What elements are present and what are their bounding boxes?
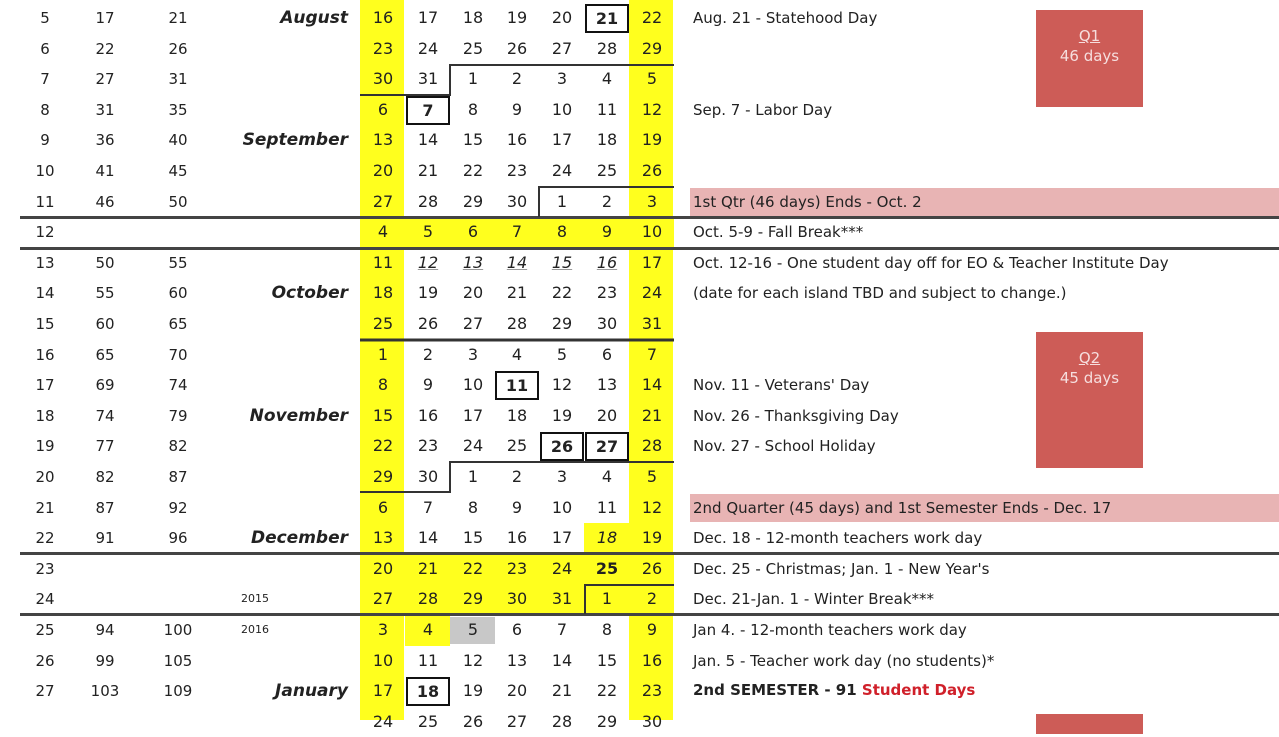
day-cell: 7 xyxy=(556,620,568,639)
day-cell: 12 xyxy=(551,375,573,395)
day-cell: 1 xyxy=(601,589,613,609)
cumulative-days-b: 31 xyxy=(168,70,188,89)
day-cell: 13 xyxy=(372,130,394,150)
day-cell: 13 xyxy=(506,650,528,670)
cumulative-days-a: 87 xyxy=(95,498,115,517)
cumulative-days-a: 91 xyxy=(95,529,115,548)
day-cell: 25 xyxy=(372,314,394,333)
day-cell: 21 xyxy=(417,161,439,180)
holiday-day-cell: 11 xyxy=(495,371,539,400)
day-cell: 10 xyxy=(372,650,394,670)
cumulative-days-a: 69 xyxy=(95,376,115,395)
day-cell: 19 xyxy=(551,405,573,425)
day-cell: 8 xyxy=(467,497,479,517)
day-cell: 27 xyxy=(506,711,528,731)
calendar-note: 1st Qtr (46 days) Ends - Oct. 2 xyxy=(693,192,922,211)
day-cell: 14 xyxy=(641,375,663,395)
cumulative-days-b: 96 xyxy=(168,529,188,548)
cumulative-days-b: 82 xyxy=(168,437,188,456)
day-cell: 3 xyxy=(556,69,568,89)
day-cell: 5 xyxy=(467,620,479,639)
day-cell: 4 xyxy=(601,467,613,486)
cumulative-days-a: 65 xyxy=(95,345,115,364)
cumulative-days-a: 82 xyxy=(95,468,115,486)
holiday-day-cell: 27 xyxy=(585,432,629,461)
day-cell: 16 xyxy=(417,405,439,425)
day-cell: 23 xyxy=(372,38,394,58)
day-cell: 22 xyxy=(462,161,484,180)
day-cell: 28 xyxy=(506,314,528,333)
cumulative-days-a: 94 xyxy=(95,621,115,639)
day-cell: 5 xyxy=(556,344,568,364)
day-cell: 20 xyxy=(506,681,528,701)
calendar-note: (date for each island TBD and subject to change.) xyxy=(693,284,1067,303)
day-cell: 7 xyxy=(646,344,658,364)
semester-title: 2nd SEMESTER - 91 xyxy=(693,681,862,699)
day-cell: 31 xyxy=(641,314,663,333)
day-cell: 14 xyxy=(551,650,573,670)
day-cell: 3 xyxy=(377,620,389,639)
day-cell: 18 xyxy=(462,8,484,27)
holiday-day-cell: 7 xyxy=(406,96,450,125)
day-cell: 16 xyxy=(641,650,663,670)
day-cell: 18 xyxy=(372,283,394,303)
day-cell: 24 xyxy=(551,161,573,180)
day-cell: 15 xyxy=(372,405,394,425)
day-cell: 17 xyxy=(551,528,573,548)
calendar-note: Oct. 5-9 - Fall Break*** xyxy=(693,223,864,242)
day-cell: 2 xyxy=(511,69,523,89)
week-number: 17 xyxy=(35,376,55,395)
day-cell: 18 xyxy=(596,528,618,548)
day-cell: 24 xyxy=(641,283,663,303)
day-cell: 29 xyxy=(596,711,618,731)
day-cell: 29 xyxy=(462,191,484,211)
cumulative-days-a: 99 xyxy=(95,651,115,670)
cumulative-days-b: 65 xyxy=(168,315,188,333)
day-cell: 17 xyxy=(417,8,439,27)
week-number: 22 xyxy=(35,529,55,548)
week-number: 18 xyxy=(35,406,55,425)
day-cell: 8 xyxy=(556,222,568,242)
day-cell: 6 xyxy=(377,99,389,119)
day-cell: 17 xyxy=(641,252,663,272)
day-cell: 30 xyxy=(641,711,663,731)
week-number: 13 xyxy=(35,253,55,272)
day-cell: 6 xyxy=(377,497,389,517)
month-label: October xyxy=(271,283,348,304)
day-cell: 24 xyxy=(551,558,573,578)
student-days-label: Student Days xyxy=(861,681,976,699)
day-cell: 25 xyxy=(506,436,528,456)
day-cell: 14 xyxy=(417,130,439,150)
day-cell: 2 xyxy=(601,191,613,211)
day-cell: 16 xyxy=(372,8,394,27)
day-cell: 19 xyxy=(462,681,484,701)
cumulative-days-a: 55 xyxy=(95,284,115,303)
day-cell: 6 xyxy=(601,344,613,364)
day-cell: 17 xyxy=(462,405,484,425)
day-cell: 28 xyxy=(417,191,439,211)
day-cell: 1 xyxy=(467,467,479,486)
day-cell: 15 xyxy=(462,130,484,150)
day-cell: 11 xyxy=(596,497,618,517)
day-cell: 1 xyxy=(467,69,479,89)
day-cell: 21 xyxy=(551,681,573,701)
cumulative-days-b: 74 xyxy=(168,376,188,395)
day-cell: 13 xyxy=(372,528,394,548)
cumulative-days-b: 109 xyxy=(163,682,193,701)
day-cell: 11 xyxy=(417,650,439,670)
cumulative-days-b: 35 xyxy=(168,100,188,119)
cumulative-days-a: 103 xyxy=(90,682,120,701)
day-cell: 28 xyxy=(641,436,663,456)
holiday-day-cell: 21 xyxy=(585,4,629,33)
quarter-label: Q1 xyxy=(1078,27,1101,45)
week-number: 12 xyxy=(35,223,55,242)
cumulative-days-b: 92 xyxy=(168,498,188,517)
year-label: 2015 xyxy=(241,592,269,606)
day-cell: 10 xyxy=(551,99,573,119)
year-label: 2016 xyxy=(241,623,269,636)
week-number: 5 xyxy=(40,9,50,27)
day-cell: 24 xyxy=(462,436,484,456)
quarter-days: 46 days xyxy=(1059,47,1120,65)
calendar-note: Dec. 18 - 12-month teachers work day xyxy=(693,529,983,548)
day-cell: 29 xyxy=(551,314,573,333)
day-cell: 1 xyxy=(556,191,568,211)
week-number: 20 xyxy=(35,468,55,486)
cumulative-days-b: 60 xyxy=(168,284,188,303)
day-cell: 19 xyxy=(506,8,528,27)
day-cell: 10 xyxy=(462,375,484,395)
day-cell: 5 xyxy=(646,69,658,89)
calendar-note: 2nd Quarter (45 days) and 1st Semester Ends - Dec. 17 xyxy=(693,498,1112,517)
day-cell: 28 xyxy=(551,711,573,731)
day-cell: 29 xyxy=(462,589,484,609)
day-cell: 18 xyxy=(596,130,618,150)
day-cell: 8 xyxy=(377,375,389,395)
month-label: January xyxy=(275,681,348,702)
cumulative-days-b: 79 xyxy=(168,406,188,425)
day-cell: 5 xyxy=(646,467,658,486)
cumulative-days-b: 50 xyxy=(168,192,188,211)
day-cell: 3 xyxy=(556,467,568,486)
day-cell: 16 xyxy=(506,528,528,548)
day-cell: 2 xyxy=(422,344,434,364)
day-cell: 30 xyxy=(596,314,618,333)
day-cell: 3 xyxy=(646,191,658,211)
week-number: 23 xyxy=(35,559,55,578)
calendar-note: Nov. 27 - School Holiday xyxy=(693,437,876,456)
day-cell: 24 xyxy=(372,711,394,731)
day-cell: 27 xyxy=(462,314,484,333)
day-cell: 26 xyxy=(417,314,439,333)
day-cell: 12 xyxy=(462,650,484,670)
week-number: 8 xyxy=(40,100,50,119)
day-cell: 29 xyxy=(372,467,394,486)
day-cell: 12 xyxy=(641,497,663,517)
week-number: 6 xyxy=(40,39,50,58)
day-cell: 9 xyxy=(511,497,523,517)
day-cell: 16 xyxy=(596,252,618,272)
day-cell: 15 xyxy=(462,528,484,548)
day-cell: 13 xyxy=(596,375,618,395)
cumulative-days-a: 27 xyxy=(95,70,115,89)
day-cell: 13 xyxy=(462,252,484,272)
day-cell: 19 xyxy=(641,130,663,150)
calendar-note: Dec. 25 - Christmas; Jan. 1 - New Year's xyxy=(693,559,990,578)
day-cell: 19 xyxy=(641,528,663,548)
day-cell: 6 xyxy=(511,620,523,639)
calendar-note: Jan 4. - 12-month teachers work day xyxy=(693,621,967,639)
day-cell: 23 xyxy=(641,681,663,701)
cumulative-days-a: 60 xyxy=(95,315,115,333)
calendar-note: Nov. 11 - Veterans' Day xyxy=(693,376,870,395)
cumulative-days-b: 26 xyxy=(168,39,188,58)
day-cell: 18 xyxy=(506,405,528,425)
day-cell: 26 xyxy=(462,711,484,731)
quarter-label: Q2 xyxy=(1078,349,1101,367)
day-cell: 21 xyxy=(641,405,663,425)
calendar-note: Aug. 21 - Statehood Day xyxy=(693,9,878,27)
day-cell: 26 xyxy=(641,558,663,578)
week-number: 11 xyxy=(35,192,55,211)
day-cell: 10 xyxy=(551,497,573,517)
cumulative-days-b: 87 xyxy=(168,468,188,486)
cumulative-days-a: 17 xyxy=(95,9,115,27)
day-cell: 2 xyxy=(511,467,523,486)
day-cell: 27 xyxy=(551,38,573,58)
day-cell: 15 xyxy=(596,650,618,670)
week-number: 15 xyxy=(35,315,55,333)
day-cell: 16 xyxy=(506,130,528,150)
day-cell: 23 xyxy=(596,283,618,303)
week-number: 21 xyxy=(35,498,55,517)
day-cell: 11 xyxy=(372,252,394,272)
day-cell: 4 xyxy=(511,344,523,364)
day-cell: 3 xyxy=(467,344,479,364)
day-cell: 25 xyxy=(462,38,484,58)
cumulative-days-a: 50 xyxy=(95,253,115,272)
day-cell: 20 xyxy=(372,161,394,180)
day-cell: 1 xyxy=(377,344,389,364)
day-cell: 8 xyxy=(467,99,479,119)
day-cell: 17 xyxy=(551,130,573,150)
day-cell: 7 xyxy=(422,497,434,517)
calendar-note: Dec. 21-Jan. 1 - Winter Break*** xyxy=(693,590,935,609)
day-cell: 8 xyxy=(601,620,613,639)
week-number: 9 xyxy=(40,131,50,150)
cumulative-days-a: 41 xyxy=(95,162,115,180)
day-cell: 30 xyxy=(372,69,394,89)
day-cell: 9 xyxy=(646,620,658,639)
day-cell: 17 xyxy=(372,681,394,701)
day-cell: 7 xyxy=(511,222,523,242)
cumulative-days-b: 70 xyxy=(168,345,188,364)
quarter-days: 45 days xyxy=(1059,369,1120,387)
day-cell: 4 xyxy=(422,620,434,639)
day-cell: 23 xyxy=(506,558,528,578)
day-cell: 30 xyxy=(417,467,439,486)
day-cell: 23 xyxy=(417,436,439,456)
day-cell: 14 xyxy=(506,252,528,272)
cumulative-days-b: 21 xyxy=(168,9,188,27)
cumulative-days-a: 74 xyxy=(95,406,115,425)
day-cell: 21 xyxy=(506,283,528,303)
month-label: August xyxy=(280,8,348,28)
week-number: 24 xyxy=(35,590,55,609)
day-cell: 15 xyxy=(551,252,573,272)
week-number: 10 xyxy=(35,162,55,180)
day-cell: 30 xyxy=(506,191,528,211)
day-cell: 28 xyxy=(417,589,439,609)
week-number: 27 xyxy=(35,682,55,701)
week-number: 14 xyxy=(35,284,55,303)
day-cell: 10 xyxy=(641,222,663,242)
day-cell: 12 xyxy=(417,252,439,272)
cumulative-days-a: 36 xyxy=(95,131,115,150)
week-number: 25 xyxy=(35,621,55,639)
day-cell: 6 xyxy=(467,222,479,242)
holiday-day-cell: 18 xyxy=(406,677,450,706)
day-cell: 23 xyxy=(506,161,528,180)
week-number: 19 xyxy=(35,437,55,456)
cumulative-days-a: 31 xyxy=(95,100,115,119)
calendar-note: Nov. 26 - Thanksgiving Day xyxy=(693,406,899,425)
day-cell: 9 xyxy=(422,375,434,395)
calendar-note: Oct. 12-16 - One student day off for EO & Teacher Institute Day xyxy=(693,253,1169,272)
day-cell: 22 xyxy=(641,8,663,27)
week-number: 26 xyxy=(35,651,55,670)
day-cell: 31 xyxy=(417,69,439,89)
day-cell: 25 xyxy=(595,558,619,578)
day-cell: 20 xyxy=(596,405,618,425)
day-cell: 19 xyxy=(417,283,439,303)
cumulative-days-a: 77 xyxy=(95,437,115,456)
day-cell: 22 xyxy=(551,283,573,303)
cumulative-days-b: 40 xyxy=(168,131,188,150)
day-cell: 25 xyxy=(417,711,439,731)
day-cell: 4 xyxy=(377,222,389,242)
day-cell: 29 xyxy=(641,38,663,58)
day-cell: 26 xyxy=(641,161,663,180)
month-label: December xyxy=(250,528,348,549)
cumulative-days-b: 55 xyxy=(168,253,188,272)
day-cell: 20 xyxy=(462,283,484,303)
day-cell: 22 xyxy=(372,436,394,456)
day-cell: 21 xyxy=(417,558,439,578)
day-cell: 11 xyxy=(596,99,618,119)
cumulative-days-a: 22 xyxy=(95,39,115,58)
day-cell: 26 xyxy=(506,38,528,58)
day-cell: 28 xyxy=(596,38,618,58)
day-cell: 12 xyxy=(641,99,663,119)
holiday-day-cell: 26 xyxy=(540,432,584,461)
day-cell: 4 xyxy=(601,69,613,89)
calendar-note: Jan. 5 - Teacher work day (no students)* xyxy=(693,651,995,670)
day-cell: 2 xyxy=(646,589,658,609)
cumulative-days-a: 46 xyxy=(95,192,115,211)
cumulative-days-b: 45 xyxy=(168,162,188,180)
day-cell: 27 xyxy=(372,589,394,609)
day-cell: 5 xyxy=(422,222,434,242)
day-cell: 14 xyxy=(417,528,439,548)
cumulative-days-b: 105 xyxy=(163,651,193,670)
day-cell: 31 xyxy=(551,589,573,609)
week-number: 7 xyxy=(40,70,50,89)
day-cell: 24 xyxy=(417,38,439,58)
day-cell: 22 xyxy=(596,681,618,701)
day-cell: 20 xyxy=(551,8,573,27)
day-cell: 9 xyxy=(511,99,523,119)
cumulative-days-b: 100 xyxy=(163,621,193,639)
month-label: September xyxy=(242,130,348,151)
calendar-note: Sep. 7 - Labor Day xyxy=(693,100,833,119)
day-cell: 27 xyxy=(372,191,394,211)
month-label: November xyxy=(249,405,348,426)
day-cell: 30 xyxy=(506,589,528,609)
day-cell: 9 xyxy=(601,222,613,242)
day-cell: 20 xyxy=(372,558,394,578)
day-cell: 25 xyxy=(596,161,618,180)
week-number: 16 xyxy=(35,345,55,364)
day-cell: 22 xyxy=(462,558,484,578)
